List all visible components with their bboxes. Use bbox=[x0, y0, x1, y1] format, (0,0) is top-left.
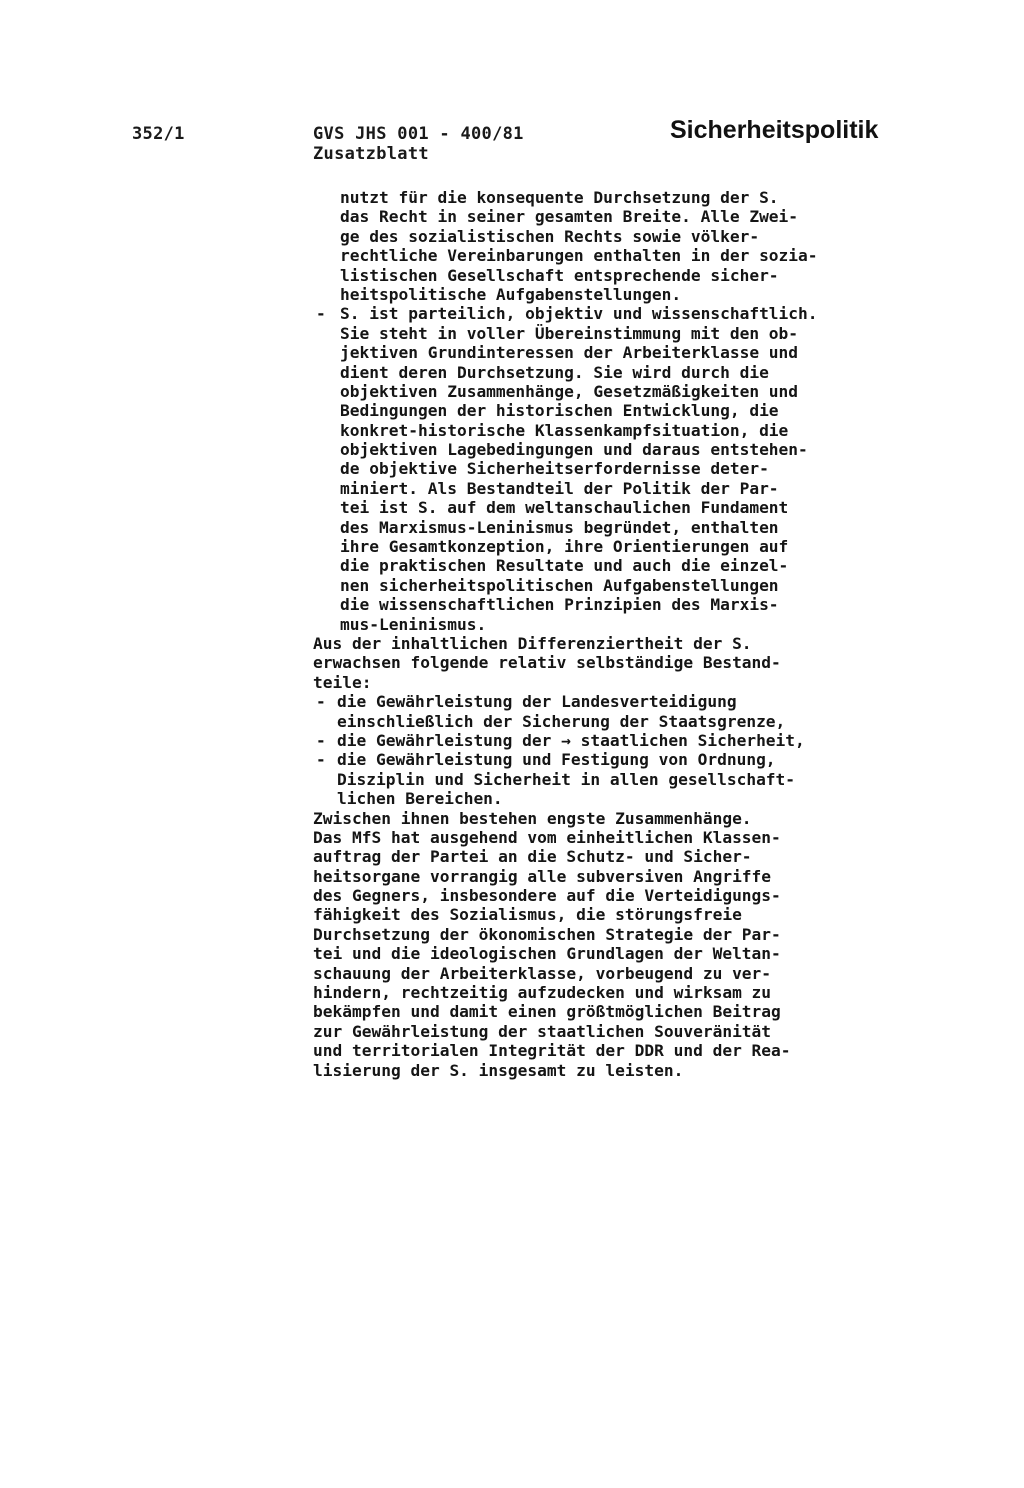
text-line bbox=[0, 304, 1024, 323]
text-line: zur Gewährleistung der staatlichen Souveränität bbox=[313, 1021, 772, 1041]
text-line: Durchsetzung der ökonomischen Strategie der Par- bbox=[313, 924, 781, 944]
text-line: hindern, rechtzeitig aufzudecken und wirksam zu bbox=[313, 983, 772, 1003]
text-line: Sie steht in voller Übereinstimmung mit den ob- bbox=[340, 323, 799, 343]
bullet-paragraph bbox=[0, 304, 1024, 634]
list-item bbox=[0, 731, 1024, 750]
text-line: rechtliche Vereinbarungen enthalten in der sozia- bbox=[340, 246, 818, 266]
text-line: de objektive Sicherheitserfordernisse deter- bbox=[340, 459, 769, 479]
list-item bbox=[0, 750, 1024, 769]
text-line: die wissenschaftlichen Prinzipien des Marxis- bbox=[340, 595, 779, 615]
list-item-text: die Gewährleistung und Festigung von Ordnung, bbox=[337, 750, 776, 770]
text-line: dient deren Durchsetzung. Sie wird durch die bbox=[340, 362, 769, 382]
text-line: jektiven Grundinteressen der Arbeiterklasse und bbox=[340, 343, 799, 363]
bullet-dash: - bbox=[316, 692, 326, 712]
keyword-heading: Sicherheitspolitik bbox=[670, 116, 879, 144]
text-line: teile: bbox=[313, 672, 372, 692]
text-line-content: S. ist parteilich, objektiv und wissenschaftlich. bbox=[340, 304, 818, 324]
document-subtitle: Zusatzblatt bbox=[313, 144, 429, 164]
text-line: Das MfS hat ausgehend vom einheitlichen Klassen- bbox=[313, 827, 781, 847]
closing-paragraph bbox=[0, 809, 1024, 1080]
text-line: ge des sozialistischen Rechts sowie völker- bbox=[340, 226, 760, 246]
text-line: des Gegners, insbesondere auf die Verteidigungs- bbox=[313, 886, 781, 906]
components-paragraph bbox=[0, 634, 1024, 692]
document-reference: GVS JHS 001 - 400/81 bbox=[313, 124, 524, 144]
text-line: das Recht in seiner gesamten Breite. Alle Zwei- bbox=[340, 207, 799, 227]
text-line: objektiven Lagebedingungen und daraus entstehen- bbox=[340, 440, 808, 460]
text-line: erwachsen folgende relativ selbständige Bestand- bbox=[313, 653, 781, 673]
list-item bbox=[0, 692, 1024, 711]
list-item-text: die Gewährleistung der Landesverteidigung bbox=[337, 692, 737, 712]
text-line: auftrag der Partei an die Schutz- und Sicher- bbox=[313, 847, 752, 867]
text-line: nutzt für die konsequente Durchsetzung der S. bbox=[340, 188, 779, 207]
text-line: listischen Gesellschaft entsprechende sicher- bbox=[340, 265, 779, 285]
text-line: die praktischen Resultate und auch die einzel- bbox=[340, 556, 789, 576]
text-line: lisierung der S. insgesamt zu leisten. bbox=[313, 1060, 684, 1080]
text-line: tei und die ideologischen Grundlagen der Weltan- bbox=[313, 944, 781, 964]
bullet-dash: - bbox=[316, 750, 326, 770]
text-line: schauung der Arbeiterklasse, vorbeugend zu ver- bbox=[313, 963, 772, 983]
list-item-continuation: einschließlich der Sicherung der Staatsgrenze, bbox=[337, 711, 786, 731]
text-line: objektiven Zusammenhänge, Gesetzmäßigkeiten und bbox=[340, 381, 799, 401]
text-line: Zwischen ihnen bestehen engste Zusammenhänge. bbox=[313, 808, 752, 828]
bullet-dash: - bbox=[316, 304, 326, 324]
text-line: fähigkeit des Sozialismus, die störungsfreie bbox=[313, 905, 742, 925]
components-list bbox=[0, 692, 1024, 808]
text-line: heitsorgane vorrangig alle subversiven Angriffe bbox=[313, 866, 772, 886]
text-line: mus-Leninismus. bbox=[340, 614, 487, 634]
text-line: Aus der inhaltlichen Differenziertheit der S. bbox=[313, 633, 752, 653]
list-item-continuation: lichen Bereichen. bbox=[337, 789, 503, 809]
body-text bbox=[0, 188, 1024, 1080]
intro-paragraph bbox=[0, 188, 1024, 304]
text-line: und territorialen Integrität der DDR und der Rea- bbox=[313, 1041, 791, 1061]
text-line: tei ist S. auf dem weltanschaulichen Fundament bbox=[340, 498, 789, 518]
text-line: miniert. Als Bestandteil der Politik der Par- bbox=[340, 478, 779, 498]
text-line: ihre Gesamtkonzeption, ihre Orientierungen auf bbox=[340, 537, 789, 557]
list-item-continuation: Disziplin und Sicherheit in allen gesellschaft- bbox=[337, 769, 796, 789]
text-line: bekämpfen und damit einen größtmöglichen Beitrag bbox=[313, 1002, 781, 1022]
text-line: heitspolitische Aufgabenstellungen. bbox=[340, 284, 682, 304]
bullet-dash: - bbox=[316, 730, 326, 750]
text-line: des Marxismus-Leninismus begründet, enthalten bbox=[340, 517, 779, 537]
list-item-text: die Gewährleistung der → staatlichen Sicherheit, bbox=[337, 730, 805, 750]
text-line: nen sicherheitspolitischen Aufgabenstellungen bbox=[340, 575, 779, 595]
page-number: 352/1 bbox=[132, 124, 185, 144]
text-line: Bedingungen der historischen Entwicklung, die bbox=[340, 401, 779, 421]
text-line: konkret-historische Klassenkampfsituation, die bbox=[340, 420, 789, 440]
